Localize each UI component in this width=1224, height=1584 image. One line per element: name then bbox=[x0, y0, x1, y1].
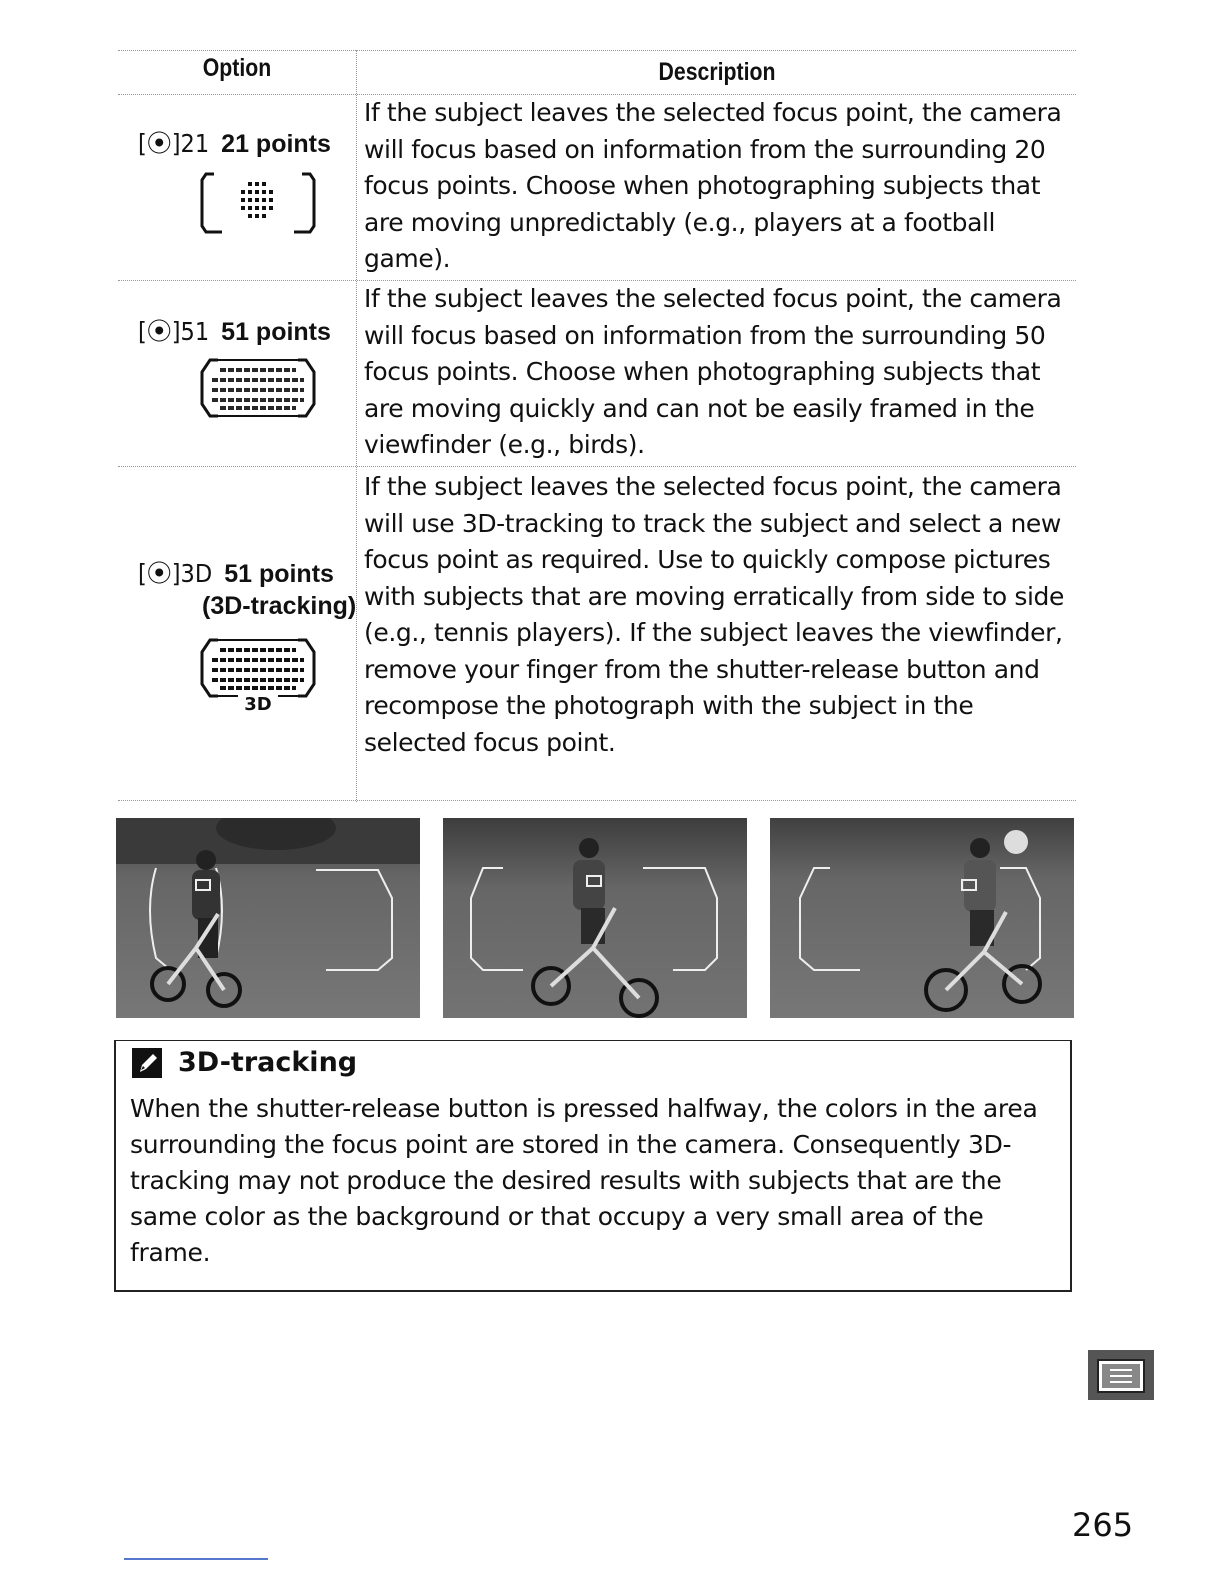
table-bottom-rule bbox=[118, 800, 1076, 801]
note-box bbox=[114, 1040, 1072, 1292]
option-code: [⦿]51 bbox=[138, 317, 210, 346]
option-description: If the subject leaves the selected focus point, the camera will focus based on information from the surrounding 20 focus points. Choose when photographing subjects that are moving unpredictably (e.g., players at a football game). bbox=[364, 98, 1062, 273]
note-title bbox=[132, 1047, 357, 1078]
focus-area-21-icon bbox=[200, 170, 316, 236]
option-code: [⦿]21 bbox=[138, 129, 210, 158]
cyclist-photo-1 bbox=[116, 818, 420, 1018]
page-number: 265 bbox=[1072, 1506, 1134, 1544]
header-description: Description bbox=[658, 58, 776, 86]
cyclist-photo-2 bbox=[443, 818, 747, 1018]
focus-area-3d-icon bbox=[198, 636, 318, 714]
option-description: If the subject leaves the selected focus point, the camera will focus based on information from the surrounding 50 focus points. Choose when photographing subjects that are moving quickly and can not be easily framed in the viewfinder (e.g., birds). bbox=[364, 284, 1062, 459]
option-code: [⦿]3D bbox=[138, 559, 213, 588]
note-title-text: 3D-tracking bbox=[178, 1047, 358, 1078]
note-body: When the shutter-release button is pressed halfway, the colors in the area surrounding the focus point are stored in the camera. Consequently 3D-tracking may not produce the desired results with subjects that are the same color as the background or that occupy a very small area of the frame. bbox=[130, 1094, 1038, 1267]
menu-guide-tab-icon bbox=[1088, 1350, 1154, 1400]
header-option: Option bbox=[202, 54, 272, 82]
option-name: 51 points bbox=[221, 318, 331, 346]
table-top-rule bbox=[118, 50, 1076, 51]
option-name: 21 points bbox=[221, 130, 331, 158]
option-label bbox=[138, 554, 334, 590]
table-column-divider bbox=[356, 50, 357, 802]
option-label bbox=[138, 312, 331, 348]
option-name: 51 points bbox=[224, 560, 334, 588]
pencil-note-icon bbox=[132, 1048, 162, 1078]
focus-area-3d-label: 3D bbox=[244, 694, 272, 714]
option-label bbox=[138, 124, 331, 160]
option-name-secondary: (3D-tracking) bbox=[202, 592, 357, 620]
focus-area-51-icon bbox=[198, 356, 318, 420]
option-description: If the subject leaves the selected focus point, the camera will use 3D-tracking to track the subject and select a new focus point as required. Use to quickly compose pictures with subjects that are moving erratically from side to side (e.g., tennis players). If the subject leaves the viewfinder, remove your finger from the shutter-release button and recompose the photograph with the subject in the selected focus point. bbox=[364, 472, 1064, 757]
photo-sequence bbox=[116, 818, 1074, 1024]
footer-rule bbox=[124, 1558, 268, 1560]
cyclist-photo-3 bbox=[770, 818, 1074, 1018]
row-rule bbox=[118, 466, 1076, 467]
